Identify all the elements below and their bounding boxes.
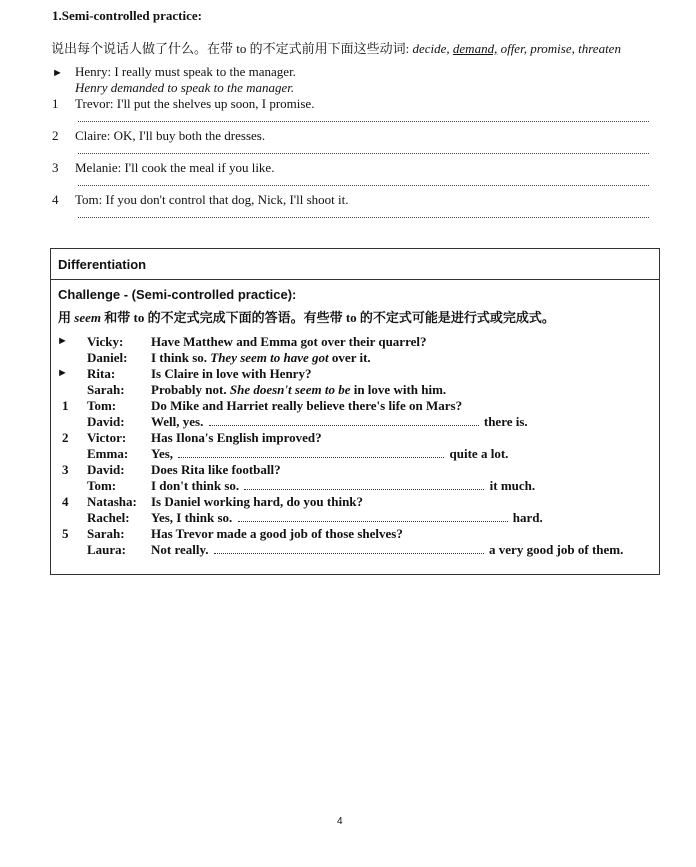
verb-promise: promise, xyxy=(530,41,575,56)
differentiation-header xyxy=(51,249,659,280)
differentiation-title: Differentiation xyxy=(58,257,147,272)
verb-decide: decide, xyxy=(412,41,450,56)
section-title: 1.Semi-controlled practice: xyxy=(52,8,202,23)
exercise-prompt: Claire: OK, I'll buy both the dresses. xyxy=(75,128,266,143)
instruction-prefix: 说出每个说话人做了什么。在带 to 的不定式前用下面这些动词: xyxy=(51,41,413,56)
answer-line[interactable] xyxy=(78,185,649,186)
exercise-number: 4 xyxy=(52,192,59,207)
exercise-number: 2 xyxy=(52,128,59,143)
answer-blank[interactable] xyxy=(209,425,479,426)
verb-demand: demand, xyxy=(452,41,498,56)
exercise-prompt: Melanie: I'll cook the meal if you like. xyxy=(75,160,275,175)
answer-line[interactable] xyxy=(78,153,649,154)
answer-line[interactable] xyxy=(78,121,649,122)
answer-line[interactable] xyxy=(78,217,649,218)
exercise-number: 1 xyxy=(52,96,59,111)
exercise-prompt: Trevor: I'll put the shelves up soon, I promise. xyxy=(75,96,315,111)
exercise-number: 3 xyxy=(52,160,59,175)
example-marker: ► xyxy=(52,67,63,79)
verb-threaten: threaten xyxy=(578,41,621,56)
example-speaker-line: Henry: I really must speak to the manager. xyxy=(75,64,296,79)
example-answer: Henry demanded to speak to the manager. xyxy=(75,80,295,95)
page-number: 4 xyxy=(337,816,343,827)
answer-blank[interactable] xyxy=(244,489,484,490)
differentiation-box: Differentiation Challenge - (Semi-controlled practice): 用 seem 和带 to 的不定式完成下面的答语。有些带 to 的不定式可能是进行式或完成式。 ► Vicky: Have Matthew and Emma got over their quarrel? Daniel: I think so. They seem to have got over it. ► Rita: Is Claire in love with Henry? Sarah: Probably not. She doesn't seem to be in love with him. 1 Tom: Do Mike and Harriet really believe there's life on Mars? David: Well, yes. there is. 2 Victor: Has Ilona's English improved? Emma: Yes, quite a lot. 3 David: Does Rita like football? Tom: I don't think so. it much. 4 Natasha: Is Daniel working hard, do you think? Rachel: Yes, I think so. hard. 5 Sarah: Has Trevor made a good job of those shelves? Laura: Not really. a very good job of them. xyxy=(50,248,660,575)
answer-blank[interactable] xyxy=(238,521,508,522)
instruction-text xyxy=(51,38,621,57)
answer-blank[interactable] xyxy=(178,457,444,458)
verb-offer: offer, xyxy=(500,41,527,56)
challenge-title: Challenge - (Semi-controlled practice): xyxy=(58,287,297,302)
exercise-prompt: Tom: If you don't control that dog, Nick, I'll shoot it. xyxy=(75,192,349,207)
challenge-instruction: 用 seem 和带 to 的不定式完成下面的答语。有些带 to 的不定式可能是进行式或完成式。 xyxy=(58,310,555,325)
answer-blank[interactable] xyxy=(214,553,484,554)
